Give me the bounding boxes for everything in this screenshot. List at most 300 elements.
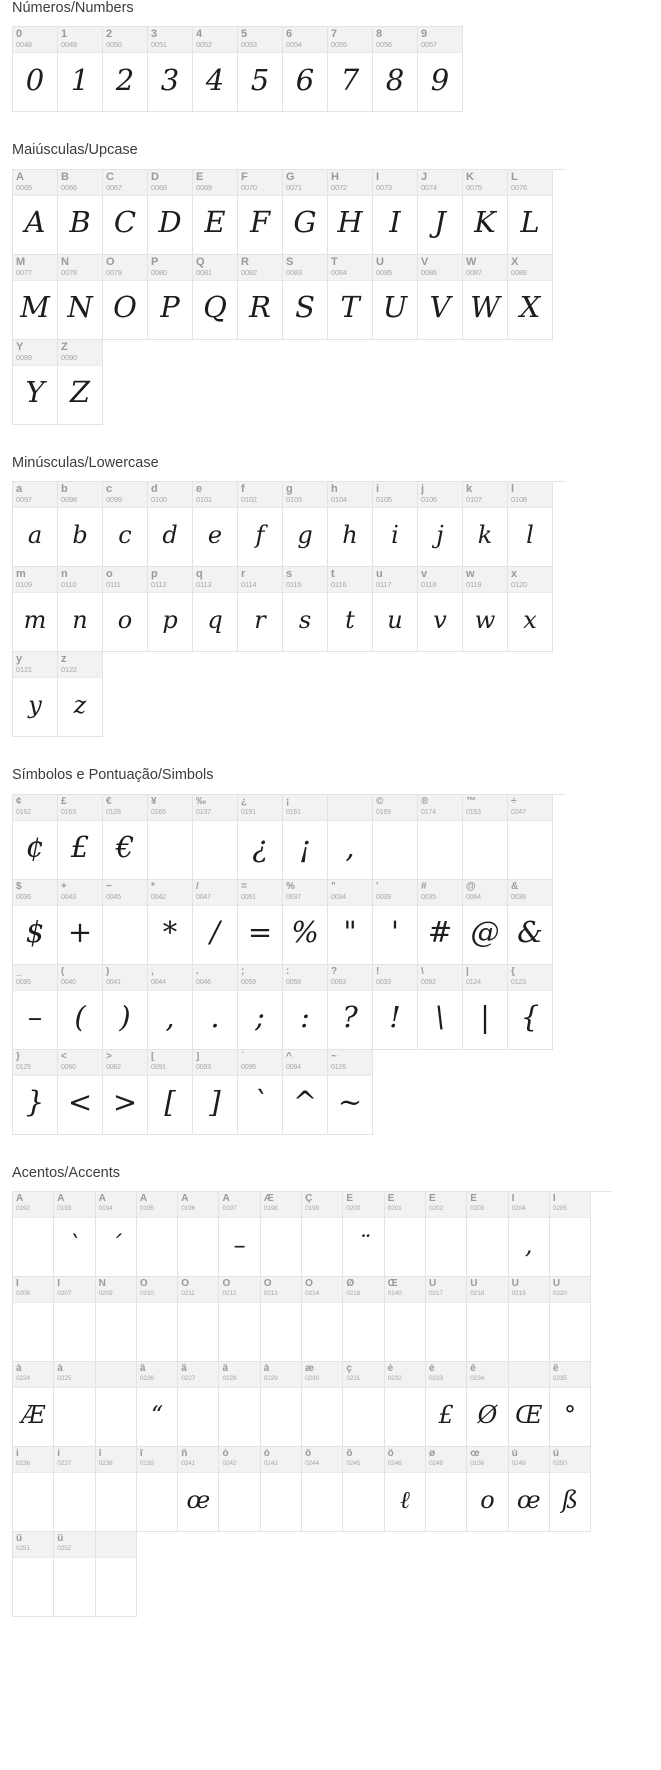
glyph-cell[interactable] [103, 567, 148, 652]
glyph-cell[interactable] [58, 1050, 103, 1135]
glyph-cell[interactable] [283, 965, 328, 1050]
glyph-preview [302, 1218, 342, 1276]
glyph-cell[interactable] [58, 880, 103, 965]
glyph-code-label: 0080 [151, 267, 167, 277]
glyph-cell-header [54, 1192, 94, 1218]
glyph-cell[interactable] [418, 482, 463, 567]
glyph-cell[interactable] [328, 170, 373, 255]
glyph-cell[interactable] [328, 27, 373, 112]
glyph-preview: K [474, 205, 496, 240]
glyph-cell-header [103, 965, 147, 991]
glyph-preview: Ø [477, 1400, 498, 1429]
glyph-cell[interactable] [467, 1192, 508, 1277]
glyph-cell-header [13, 1447, 53, 1473]
glyph-cell[interactable] [103, 27, 148, 112]
glyph-cell[interactable] [13, 255, 58, 340]
glyph-cell[interactable] [148, 170, 193, 255]
glyph-char-label: R [241, 256, 249, 268]
glyph-cell[interactable] [193, 170, 238, 255]
glyph-cell-header [426, 1192, 466, 1218]
glyph-cell[interactable] [283, 880, 328, 965]
glyph-cell[interactable] [418, 567, 463, 652]
glyph-preview: D [158, 205, 182, 240]
glyph-cell-header [328, 795, 372, 821]
glyph-code-label: 0069 [196, 182, 212, 192]
glyph-cell[interactable] [373, 965, 418, 1050]
glyph-cell[interactable] [58, 27, 103, 112]
glyph-char-label: " [331, 881, 336, 892]
glyph-cell[interactable] [283, 482, 328, 567]
glyph-cell[interactable] [178, 1362, 219, 1447]
glyph-cell-header [373, 27, 417, 53]
glyph-cell[interactable] [13, 1192, 54, 1277]
glyph-cell[interactable] [509, 1362, 550, 1447]
glyph-cell[interactable] [13, 1532, 54, 1617]
glyph-preview: 2 [115, 62, 135, 97]
glyph-cell[interactable] [418, 965, 463, 1050]
glyph-cell[interactable] [238, 795, 283, 880]
glyph-cell-header [467, 1447, 507, 1473]
glyph-cell-header [13, 1532, 53, 1558]
glyph-code-label: 0120 [511, 580, 527, 590]
glyph-cell[interactable] [283, 795, 328, 880]
glyph-char-label: ô [305, 1448, 312, 1459]
glyph-cell[interactable] [238, 1050, 283, 1135]
glyph-cell[interactable] [193, 965, 238, 1050]
glyph-cell[interactable] [426, 1447, 467, 1532]
glyph-cell-header [178, 1277, 218, 1303]
glyph-char-label: õ [346, 1448, 353, 1459]
glyph-cell-header [261, 1192, 301, 1218]
glyph-cell[interactable] [54, 1277, 95, 1362]
glyph-char-label: [ [151, 1051, 155, 1062]
glyph-cell[interactable] [103, 1050, 148, 1135]
glyph-preview [219, 1303, 259, 1361]
glyph-cell-header [13, 27, 57, 53]
glyph-preview: } [25, 1085, 45, 1120]
glyph-preview: S [295, 290, 315, 325]
glyph-preview: t [345, 606, 355, 635]
glyph-cell[interactable] [238, 965, 283, 1050]
glyph-cell[interactable] [283, 567, 328, 652]
glyph-cell[interactable] [463, 482, 508, 567]
glyph-cell[interactable] [373, 567, 418, 652]
glyph-cell[interactable] [96, 1192, 137, 1277]
glyph-cell[interactable] [508, 965, 553, 1050]
glyph-code-label: 0054 [286, 40, 302, 50]
glyph-cell[interactable] [193, 567, 238, 652]
glyph-preview [550, 1218, 590, 1276]
glyph-preview: ° [564, 1400, 576, 1429]
glyph-preview [509, 1303, 549, 1361]
glyph-cell[interactable] [238, 255, 283, 340]
glyph-cell[interactable] [58, 965, 103, 1050]
glyph-cell[interactable] [328, 1050, 373, 1135]
glyph-preview [302, 1473, 342, 1531]
glyph-char-label: q [196, 569, 203, 581]
glyph-cell[interactable] [58, 482, 103, 567]
glyph-preview: > [112, 1085, 138, 1120]
glyph-code-label: 0209 [98, 1289, 113, 1297]
glyph-char-label: I [376, 171, 380, 183]
glyph-cell[interactable] [148, 1050, 193, 1135]
glyph-preview: 6 [295, 62, 315, 97]
glyph-char-label: 3 [151, 29, 158, 41]
glyph-cell[interactable] [13, 1362, 54, 1447]
glyph-cell[interactable] [148, 965, 193, 1050]
glyph-cell-header [373, 567, 417, 593]
glyph-cell[interactable] [193, 255, 238, 340]
glyph-preview [508, 821, 552, 879]
glyph-cell[interactable] [54, 1192, 95, 1277]
glyph-char-label: Ö [305, 1278, 313, 1289]
glyph-cell[interactable] [418, 255, 463, 340]
glyph-cell[interactable] [550, 1277, 591, 1362]
glyph-cell-header [193, 567, 237, 593]
glyph-cell[interactable] [467, 1277, 508, 1362]
glyph-preview: £ [70, 830, 90, 865]
glyph-char-label: { [511, 966, 515, 977]
glyph-preview: u [387, 606, 403, 635]
glyph-cell[interactable] [178, 1192, 219, 1277]
glyph-code-label: 0153 [466, 808, 481, 816]
glyph-cell[interactable] [54, 1532, 95, 1617]
glyph-char-label: Å [222, 1193, 230, 1204]
glyph-cell[interactable] [463, 170, 508, 255]
glyph-cell[interactable] [328, 482, 373, 567]
glyph-cell[interactable] [283, 1050, 328, 1135]
glyph-cell[interactable] [58, 170, 103, 255]
glyph-code-label: 0230 [305, 1374, 319, 1382]
glyph-char-label: è [387, 1363, 394, 1374]
glyph-cell[interactable] [463, 255, 508, 340]
glyph-cell[interactable] [426, 1277, 467, 1362]
glyph-code-label: 0224 [16, 1374, 30, 1382]
section-title-symbols: Símbolos e Pontuação/Simbols [12, 767, 214, 784]
glyph-cell[interactable] [103, 482, 148, 567]
glyph-cell[interactable] [58, 795, 103, 880]
glyph-cell[interactable] [302, 1447, 343, 1532]
glyph-cell[interactable] [238, 880, 283, 965]
glyph-code-label: 0060 [61, 1063, 76, 1071]
glyph-cell[interactable] [508, 567, 553, 652]
glyph-cell[interactable] [219, 1362, 260, 1447]
glyph-cell-header [96, 1447, 136, 1473]
glyph-cell[interactable] [343, 1447, 384, 1532]
glyph-cell[interactable] [426, 1192, 467, 1277]
glyph-cell[interactable] [467, 1362, 508, 1447]
glyph-preview [219, 1473, 259, 1531]
glyph-cell[interactable] [238, 482, 283, 567]
glyph-cell[interactable] [148, 880, 193, 965]
glyph-cell[interactable] [103, 965, 148, 1050]
glyph-preview: X [519, 290, 541, 325]
glyph-cell[interactable] [96, 1447, 137, 1532]
glyph-cell[interactable] [13, 1050, 58, 1135]
glyph-cell[interactable] [463, 965, 508, 1050]
glyph-cell-header [178, 1447, 218, 1473]
glyph-preview: p [162, 606, 178, 635]
glyph-code-label: 0203 [470, 1204, 485, 1212]
glyph-cell[interactable] [13, 340, 58, 425]
glyph-cell[interactable] [238, 27, 283, 112]
glyph-preview [13, 1303, 53, 1361]
glyph-cell[interactable] [328, 965, 373, 1050]
glyph-cell[interactable] [373, 255, 418, 340]
glyph-cell[interactable] [550, 1192, 591, 1277]
glyph-cell[interactable] [238, 170, 283, 255]
glyph-cell-header [148, 567, 192, 593]
glyph-code-label: 0206 [16, 1289, 30, 1297]
glyph-cell[interactable] [343, 1277, 384, 1362]
glyph-cell[interactable] [550, 1362, 591, 1447]
glyph-cell[interactable] [193, 1050, 238, 1135]
glyph-code-label: 0117 [376, 580, 392, 590]
glyph-cell[interactable] [418, 795, 463, 880]
glyph-cell[interactable] [385, 1447, 426, 1532]
glyph-cell[interactable] [193, 880, 238, 965]
glyph-cell-header [193, 795, 237, 821]
glyph-cell[interactable] [96, 1532, 137, 1617]
glyph-cell[interactable] [148, 567, 193, 652]
glyph-preview [96, 1558, 136, 1616]
glyph-cell[interactable] [178, 1447, 219, 1532]
glyph-char-label: á [57, 1363, 63, 1374]
glyph-preview: e [207, 521, 223, 550]
glyph-preview: ( [74, 1000, 86, 1035]
glyph-code-label: 0068 [151, 182, 167, 192]
glyph-cell-header [103, 27, 147, 53]
glyph-code-label: 0249 [511, 1459, 526, 1467]
glyph-cell[interactable] [58, 340, 103, 425]
glyph-cell[interactable] [137, 1362, 178, 1447]
glyph-cell[interactable] [328, 255, 373, 340]
glyph-cell[interactable] [302, 1362, 343, 1447]
glyph-cell-header [343, 1362, 383, 1388]
glyph-cell[interactable] [58, 567, 103, 652]
glyph-cell[interactable] [193, 482, 238, 567]
glyph-cell-header [238, 27, 282, 53]
glyph-cell[interactable] [509, 1447, 550, 1532]
glyph-char-label: | [466, 966, 469, 977]
glyph-preview: < [67, 1085, 93, 1120]
section-title-upcase: Maiúsculas/Upcase [12, 142, 138, 159]
glyph-cell[interactable] [193, 795, 238, 880]
glyph-cell[interactable] [426, 1362, 467, 1447]
glyph-preview [302, 1388, 342, 1446]
glyph-code-label: 0043 [61, 893, 76, 901]
glyph-cell[interactable] [385, 1362, 426, 1447]
glyph-preview: ¢ [25, 830, 45, 865]
glyph-cell[interactable] [219, 1192, 260, 1277]
glyph-char-label: Ñ [98, 1278, 106, 1289]
glyph-cell[interactable] [13, 652, 58, 737]
glyph-cell[interactable] [373, 170, 418, 255]
glyph-char-label: : [286, 966, 290, 977]
glyph-cell-header [343, 1277, 383, 1303]
glyph-cell[interactable] [302, 1192, 343, 1277]
glyph-cell-header [238, 965, 282, 991]
glyph-cell[interactable] [302, 1277, 343, 1362]
glyph-cell[interactable] [58, 652, 103, 737]
glyph-preview [418, 821, 462, 879]
glyph-cell[interactable] [418, 27, 463, 112]
glyph-cell[interactable] [219, 1447, 260, 1532]
glyph-char-label: f [241, 484, 245, 496]
glyph-preview: B [69, 205, 91, 240]
glyph-cell[interactable] [219, 1277, 260, 1362]
glyph-cell[interactable] [418, 880, 463, 965]
glyph-cell[interactable] [13, 170, 58, 255]
glyph-grid-symbols [12, 794, 565, 1135]
glyph-cell[interactable] [137, 1277, 178, 1362]
glyph-cell[interactable] [550, 1447, 591, 1532]
glyph-char-label: D [151, 171, 159, 183]
glyph-char-label: à [16, 1363, 22, 1374]
glyph-cell[interactable] [96, 1277, 137, 1362]
glyph-code-label: 0199 [305, 1204, 319, 1212]
glyph-cell[interactable] [467, 1447, 508, 1532]
glyph-cell[interactable] [283, 255, 328, 340]
glyph-cell[interactable] [328, 795, 373, 880]
glyph-cell[interactable] [96, 1362, 137, 1447]
glyph-preview: x [523, 606, 537, 635]
glyph-code-label: 0077 [16, 267, 32, 277]
glyph-cell-header [373, 170, 417, 196]
glyph-cell[interactable] [385, 1277, 426, 1362]
glyph-preview [467, 1218, 507, 1276]
glyph-code-label: 0079 [106, 267, 122, 277]
glyph-code-label: 0051 [151, 40, 167, 50]
glyph-cell-header [373, 965, 417, 991]
glyph-cell[interactable] [13, 965, 58, 1050]
glyph-cell[interactable] [509, 1277, 550, 1362]
section-title-accents: Acentos/Accents [12, 1164, 120, 1181]
glyph-cell[interactable] [373, 880, 418, 965]
glyph-cell[interactable] [238, 567, 283, 652]
glyph-cell[interactable] [193, 27, 238, 112]
glyph-cell[interactable] [103, 880, 148, 965]
section-numbers [0, 0, 661, 112]
glyph-cell[interactable] [103, 170, 148, 255]
glyph-code-label: 0241 [181, 1459, 196, 1467]
glyph-cell[interactable] [54, 1447, 95, 1532]
glyph-cell[interactable] [373, 27, 418, 112]
glyph-cell[interactable] [508, 255, 553, 340]
glyph-code-label: 0165 [151, 808, 166, 816]
glyph-cell-header [509, 1277, 549, 1303]
glyph-preview: b [72, 521, 88, 550]
glyph-cell[interactable] [54, 1362, 95, 1447]
glyph-cell[interactable] [137, 1447, 178, 1532]
glyph-cell-header [58, 567, 102, 593]
glyph-preview [193, 821, 237, 879]
glyph-code-label: 0105 [376, 495, 392, 505]
glyph-cell[interactable] [343, 1362, 384, 1447]
glyph-cell[interactable] [343, 1192, 384, 1277]
glyph-cell[interactable] [13, 1277, 54, 1362]
glyph-code-label: 0246 [387, 1459, 402, 1467]
glyph-cell[interactable] [13, 567, 58, 652]
glyph-preview: 7 [340, 62, 360, 97]
glyph-cell[interactable] [328, 567, 373, 652]
glyph-code-label: 0083 [286, 267, 302, 277]
glyph-code-label: 0201 [387, 1204, 402, 1212]
glyph-cell[interactable] [13, 880, 58, 965]
glyph-cell[interactable] [13, 795, 58, 880]
glyph-preview: o [480, 1485, 495, 1514]
glyph-cell[interactable] [261, 1277, 302, 1362]
glyph-code-label: 0238 [98, 1459, 113, 1467]
glyph-cell[interactable] [103, 795, 148, 880]
glyph-cell[interactable] [509, 1192, 550, 1277]
glyph-preview: M [20, 290, 50, 325]
glyph-cell[interactable] [328, 880, 373, 965]
glyph-cell[interactable] [508, 170, 553, 255]
glyph-cell-header [343, 1447, 383, 1473]
glyph-code-label: 0034 [331, 893, 346, 901]
glyph-cell-header [261, 1277, 301, 1303]
glyph-cell[interactable] [508, 482, 553, 567]
glyph-preview: E [204, 205, 226, 240]
glyph-cell[interactable] [418, 170, 463, 255]
glyph-cell[interactable] [148, 27, 193, 112]
glyph-cell[interactable] [103, 255, 148, 340]
glyph-cell[interactable] [463, 567, 508, 652]
glyph-cell[interactable] [58, 255, 103, 340]
glyph-cell[interactable] [261, 1192, 302, 1277]
glyph-cell[interactable] [148, 482, 193, 567]
glyph-cell[interactable] [283, 170, 328, 255]
glyph-cell[interactable] [385, 1192, 426, 1277]
glyph-cell[interactable] [508, 795, 553, 880]
glyph-cell[interactable] [283, 27, 328, 112]
glyph-cell[interactable] [13, 482, 58, 567]
glyph-cell[interactable] [148, 795, 193, 880]
glyph-char-label: Ú [470, 1278, 478, 1289]
glyph-code-label: 0237 [57, 1459, 72, 1467]
glyph-cell[interactable] [13, 27, 58, 112]
glyph-cell[interactable] [463, 880, 508, 965]
glyph-cell[interactable] [373, 482, 418, 567]
glyph-cell-header [550, 1277, 590, 1303]
glyph-preview: a [27, 521, 43, 550]
glyph-cell[interactable] [137, 1192, 178, 1277]
glyph-preview: & [517, 915, 543, 950]
glyph-char-label: Q [196, 256, 205, 268]
glyph-code-label: 0161 [286, 808, 301, 816]
glyph-code-label: 0050 [106, 40, 122, 50]
glyph-preview: , [165, 1000, 175, 1035]
glyph-cell-header [283, 482, 327, 508]
glyph-cell[interactable] [178, 1277, 219, 1362]
glyph-preview: f [255, 521, 265, 550]
glyph-cell[interactable] [148, 255, 193, 340]
glyph-cell-header [418, 567, 462, 593]
glyph-cell[interactable] [508, 880, 553, 965]
glyph-cell[interactable] [463, 795, 508, 880]
glyph-cell[interactable] [373, 795, 418, 880]
glyph-preview [178, 1303, 218, 1361]
glyph-cell[interactable] [261, 1362, 302, 1447]
glyph-cell[interactable] [261, 1447, 302, 1532]
glyph-cell-header [463, 482, 507, 508]
glyph-char-label: ü [57, 1533, 64, 1544]
glyph-cell[interactable] [13, 1447, 54, 1532]
glyph-code-label: 0225 [57, 1374, 72, 1382]
glyph-preview: y [28, 691, 42, 720]
glyph-preview: v [433, 606, 447, 635]
